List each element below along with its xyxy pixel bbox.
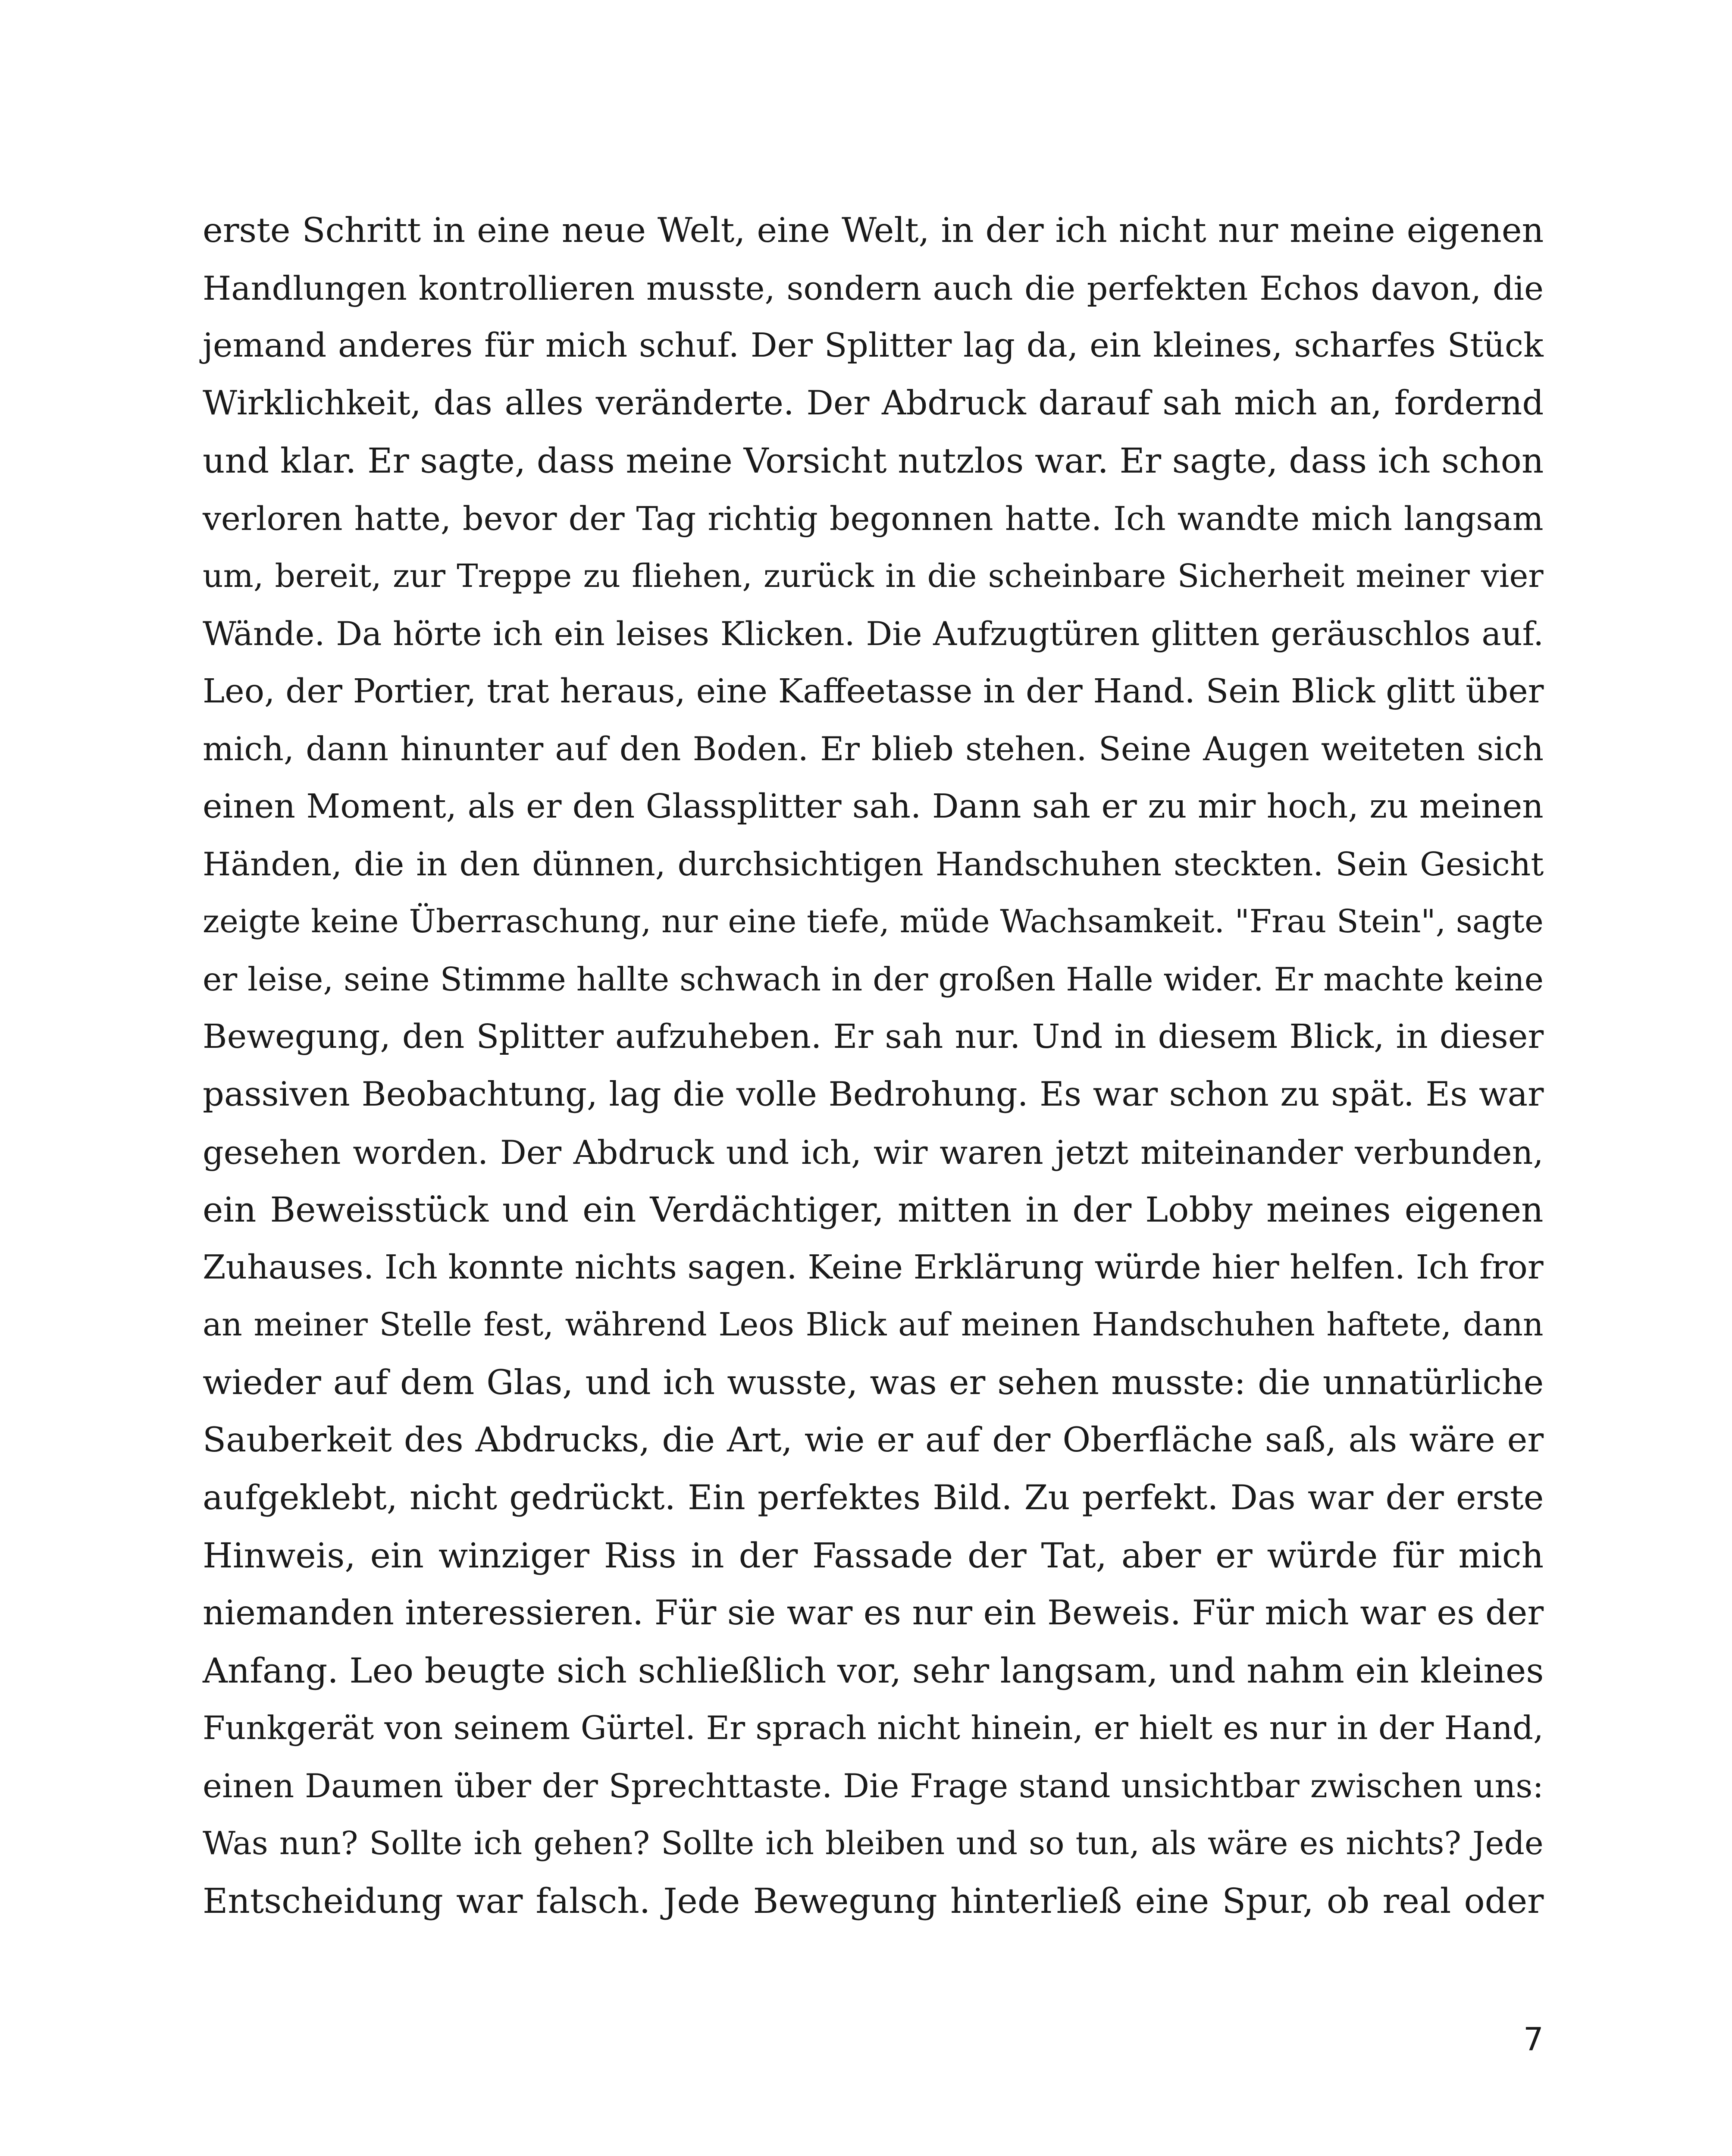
text-line: Zuhauses. Ich konnte nichts sagen. Keine Erklärung würde hier helfen. Ich fror bbox=[203, 1248, 1544, 1287]
text-line: jemand anderes für mich schuf. Der Splitter lag da, ein kleines, scharfes Stück bbox=[203, 326, 1544, 365]
text-line: Wände. Da hörte ich ein leises Klicken. Die Aufzugtüren glitten geräuschlos auf. bbox=[203, 614, 1544, 653]
text-line: Was nun? Sollte ich gehen? Sollte ich bleiben und so tun, als wäre es nichts? Jede bbox=[203, 1824, 1544, 1862]
text-line: Handlungen kontrollieren musste, sondern auch die perfekten Echos davon, die bbox=[203, 269, 1544, 307]
text-line: aufgeklebt, nicht gedrückt. Ein perfektes Bild. Zu perfekt. Das war der erste bbox=[203, 1478, 1544, 1518]
text-line: einen Daumen über der Sprechttaste. Die Frage stand unsichtbar zwischen uns: bbox=[203, 1767, 1544, 1805]
text-line: Anfang. Leo beugte sich schließlich vor, sehr langsam, und nahm ein kleines bbox=[203, 1650, 1544, 1691]
text-line: verloren hatte, bevor der Tag richtig begonnen hatte. Ich wandte mich langsam bbox=[203, 499, 1544, 538]
text-line: passiven Beobachtung, lag die volle Bedrohung. Es war schon zu spät. Es war bbox=[203, 1075, 1544, 1114]
text-line: um, bereit, zur Treppe zu fliehen, zurück in die scheinbare Sicherheit meiner vier bbox=[203, 557, 1544, 595]
page-number: 7 bbox=[1523, 2021, 1544, 2058]
text-line: er leise, seine Stimme hallte schwach in der großen Halle wider. Er machte keine bbox=[203, 960, 1544, 998]
text-line: Händen, die in den dünnen, durchsichtigen Handschuhen steckten. Sein Gesicht bbox=[203, 845, 1544, 883]
text-line: einen Moment, als er den Glassplitter sah. Dann sah er zu mir hoch, zu meinen bbox=[203, 787, 1544, 826]
text-line: ein Beweisstück und ein Verdächtiger, mitten in der Lobby meines eigenen bbox=[203, 1190, 1544, 1230]
text-line: Sauberkeit des Abdrucks, die Art, wie er auf der Oberfläche saß, als wäre er bbox=[203, 1420, 1544, 1460]
text-line: und klar. Er sagte, dass meine Vorsicht nutzlos war. Er sagte, dass ich schon bbox=[203, 441, 1544, 481]
text-line: wieder auf dem Glas, und ich wusste, was er sehen musste: die unnatürliche bbox=[203, 1362, 1544, 1402]
text-line: gesehen worden. Der Abdruck und ich, wir waren jetzt miteinander verbunden, bbox=[203, 1133, 1544, 1172]
text-line: Entscheidung war falsch. Jede Bewegung hinterließ eine Spur, ob real oder bbox=[203, 1881, 1544, 1921]
text-line: Bewegung, den Splitter aufzuheben. Er sah nur. Und in diesem Blick, in dieser bbox=[203, 1018, 1544, 1056]
text-line: zeigte keine Überraschung, nur eine tiefe, müde Wachsamkeit. "Frau Stein", sagte bbox=[203, 903, 1544, 940]
text-line: niemanden interessieren. Für sie war es nur ein Beweis. Für mich war es der bbox=[203, 1593, 1544, 1633]
body-text bbox=[203, 202, 1544, 1930]
text-line: mich, dann hinunter auf den Boden. Er blieb stehen. Seine Augen weiteten sich bbox=[203, 730, 1544, 768]
text-line: Funkgerät von seinem Gürtel. Er sprach nicht hinein, er hielt es nur in der Hand, bbox=[203, 1709, 1544, 1747]
text-line: Wirklichkeit, das alles veränderte. Der Abdruck darauf sah mich an, fordernd bbox=[203, 383, 1544, 423]
text-line: an meiner Stelle fest, während Leos Blick auf meinen Handschuhen haftete, dann bbox=[203, 1306, 1544, 1344]
text-line: erste Schritt in eine neue Welt, eine Welt, in der ich nicht nur meine eigenen bbox=[203, 210, 1544, 250]
text-line: Leo, der Portier, trat heraus, eine Kaffeetasse in der Hand. Sein Blick glitt über bbox=[203, 672, 1544, 711]
text-line: Hinweis, ein winziger Riss in der Fassade der Tat, aber er würde für mich bbox=[203, 1535, 1544, 1576]
